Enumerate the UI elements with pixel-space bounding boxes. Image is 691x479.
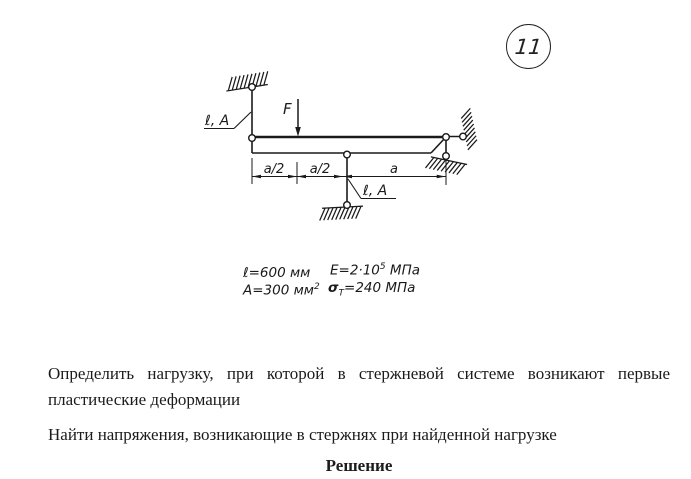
dim-arrow [252,175,261,179]
dim-arrow [297,175,306,179]
task-text-block [48,361,670,477]
force-label: F [283,100,292,118]
leader-line-top [234,112,251,129]
leader-line-bottom [348,179,361,199]
sigma-symbol: σ [328,280,339,296]
pin-wall-support [460,133,467,140]
solution-heading: Решение [325,456,393,475]
task-statement-2: Найти напряжения, возникающие в стержнях при найденной нагрузке [48,425,557,444]
dim-arrow [334,175,343,179]
task-statement-1: Определить нагрузку, при которой в стержневой системе возникают первые пластические деформации [48,364,670,409]
dim-label-left: a/2 [263,162,285,177]
pin-beam-middle [344,151,351,158]
ground-support-hatch-middle [319,206,364,220]
task-number: 11 [513,34,544,59]
pin-beam-left [249,135,256,142]
dim-arrow [437,175,446,179]
rod-bottom-label: ℓ, A [363,183,388,199]
wall-support-hatch [460,108,479,149]
given-yield-stress: $\sigma_Т=240$ МПа [328,280,416,299]
given-length: ℓ=600 мм [243,265,311,281]
task-number-badge [506,24,551,69]
dim-arrow [288,175,297,179]
ceiling-support-hatch [224,71,269,91]
rod-top-label: ℓ, A [205,113,230,129]
dim-label-mid: a/2 [309,162,331,177]
given-area: A=300 $мм^2$ [243,282,320,299]
beam-right-taper [431,138,445,153]
given-modulus: $E=2\cdot 10^5$ МПа [330,262,421,279]
pin-bottom-support [344,202,351,209]
pin-beam-right [443,134,450,141]
pin-top-support [249,84,256,91]
structure-diagram [195,60,495,235]
dim-label-right: a [390,162,398,177]
pin-right-ground [443,153,450,160]
force-arrow-head [295,127,301,137]
